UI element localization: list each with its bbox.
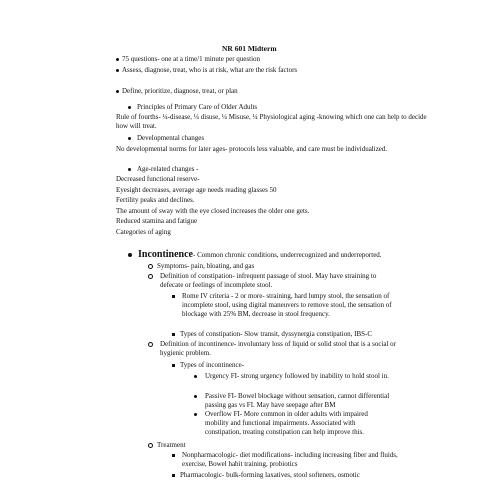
age-related-line: Decreased functional reserve-	[116, 175, 200, 183]
symptoms-item: Symptoms- pain, bloating, and gas	[148, 262, 254, 271]
principles-heading: Principles of Primary Care of Older Adults	[128, 103, 257, 112]
overflow-fi: Overflow FI- More common in older adults with impaired mobility and functional impairments. Associated with constipation, treating constipation can help improve this.	[205, 410, 368, 436]
bullet-icon	[194, 410, 200, 419]
nonpharmacologic: Nonpharmacologic- diet modifications- including increasing fiber and fluids, exercise, Bowel habit training, probiotics	[182, 451, 398, 468]
incontinence-heading: Incontinence- Common chronic conditions, underrecognized and underreported.	[128, 249, 382, 261]
circle-bullet-icon	[148, 264, 153, 269]
pharmacologic: Pharmacologic- bulk-forming laxatives, stool softeners, osmotic	[172, 471, 360, 480]
circle-bullet-icon	[148, 272, 154, 281]
age-related-line: Eyesight decreases, average age needs reading glasses 50	[116, 186, 277, 194]
rule-of-fourths: Rule of fourths- ¼-disease, ¼ disuse, ¼ Misuse, ¼ Physiological aging -knowing which one can help to decide how will treat.	[116, 113, 427, 130]
bullet-icon	[116, 69, 119, 72]
age-related-heading: Age-related changes -	[128, 165, 198, 174]
bullet-icon	[116, 90, 119, 93]
bullet-icon	[194, 392, 200, 401]
bullet-icon	[128, 168, 131, 171]
bullet-icon	[194, 372, 200, 381]
constipation-definition: Definition of constipation- infrequent passage of stool. May have straining to defecate or feelings of incomplete stool.	[160, 272, 377, 289]
square-bullet-icon	[172, 333, 175, 336]
urgency-fi: Urgency FI- strong urgency followed by inability to hold stool in.	[205, 372, 389, 380]
bullet-icon	[116, 58, 119, 61]
age-related-line: Categories of aging	[116, 228, 171, 236]
bullet-icon	[128, 137, 131, 140]
square-bullet-icon	[172, 364, 175, 367]
types-constipation: Types of constipation- Slow transit, dyssynergia constipation, IBS-C	[172, 330, 372, 339]
bullet-icon	[128, 253, 132, 257]
intro-bullet: Define, prioritize, diagnose, treat, or plan	[116, 87, 238, 96]
rome-criteria: Rome IV criteria - 2 or more- straining, hard lumpy stool, the sensation of incomplete stool, using digital maneuvers to remove stool, the sensation of blockage with 25% BM, decrease in stool frequency.	[182, 292, 392, 318]
age-related-line: Fertility peaks and declines.	[116, 196, 195, 204]
age-related-line: The amount of sway with the eye closed increases the older one gets.	[116, 207, 310, 215]
age-related-line: Reduced stamina and fatigue	[116, 217, 198, 225]
circle-bullet-icon	[148, 340, 154, 349]
intro-bullet: Assess, diagnose, treat, who is at risk, what are the risk factors	[116, 66, 297, 75]
square-bullet-icon	[172, 451, 178, 460]
developmental-text: No developmental norms for later ages- protocols less valuable, and care must be individualized.	[116, 145, 388, 153]
incontinence-definition: Definition of incontinence- involuntary loss of liquid or solid stool that is a social or hygienic problem.	[160, 340, 397, 357]
treatment-item: Treatment	[148, 441, 186, 450]
developmental-heading: Developmental changes	[128, 134, 204, 143]
document-title: NR 601 Midterm	[222, 44, 277, 53]
circle-bullet-icon	[148, 443, 153, 448]
square-bullet-icon	[172, 292, 178, 301]
bullet-icon	[128, 106, 131, 109]
square-bullet-icon	[172, 474, 175, 477]
intro-bullet: 75 questions- one at a time/1 minute per question	[116, 55, 260, 64]
passive-fi: Passive FI- Bowel blockage without sensation, cannot differential passing gas vs FI. May have seepage after BM	[205, 392, 390, 409]
types-incontinence: Types of incontinence-	[172, 361, 244, 370]
